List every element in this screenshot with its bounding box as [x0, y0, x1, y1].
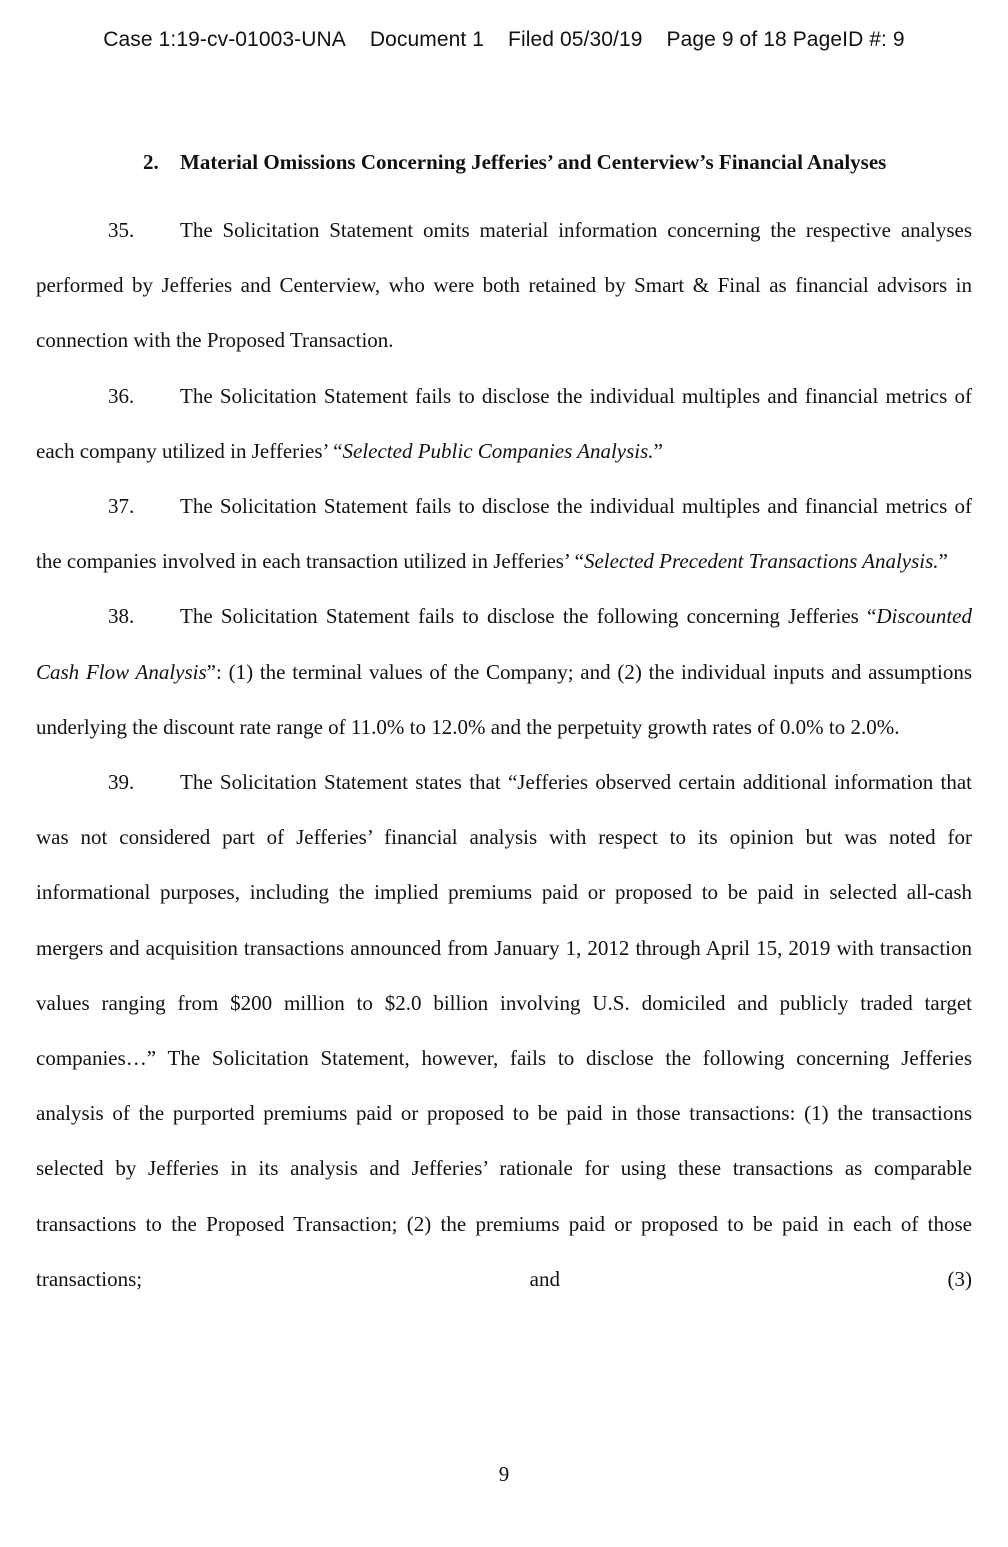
section-heading	[143, 148, 972, 176]
paragraph-text-end: ”	[653, 438, 663, 463]
paragraph-number: 39.	[108, 770, 135, 795]
section-number: 2.	[143, 150, 159, 174]
paragraph-text-end: ”: (1) the terminal values of the Company; and (2) the individual inputs and assumptions underlying the discount rate range of 11.0% to 12.0% and the perpetuity growth rates of 0.0% to 2.0%.	[36, 659, 972, 739]
document-number: Document 1	[369, 28, 485, 51]
paragraph-number: 37.	[108, 494, 135, 519]
paragraph-text: The Solicitation Statement states that “Jefferies observed certain additional information that was not considered part of Jefferies’ financial analysis with respect to its opinion but was noted for informational purposes, including the implied premiums paid or proposed to be paid in selected all-cash mergers and acquisition transactions announced from January 1, 2012 through April 15, 2019 with transaction values ranging from $200 million to $2.0 billion involving U.S. domiciled and publicly traded target companies…” The Solicitation Statement, however, fails to disclose the following concerning Jefferies analysis of the purported premiums paid or proposed to be paid in those transactions: (1) the transactions selected by Jefferies in its analysis and Jefferies’ rationale for using these transactions as comparable transactions to the Proposed Transaction; (2) the premiums paid or proposed to be paid in each of those transactions; and (3)	[36, 770, 972, 1291]
filed-date: Filed 05/30/19	[508, 28, 643, 51]
paragraph-number: 38.	[108, 604, 135, 629]
document-body	[36, 148, 972, 1307]
paragraph-text: The Solicitation Statement fails to disclose the individual multiples and financial metrics of the companies involved in each transaction utilized in Jefferies’ “	[36, 494, 972, 574]
paragraph-italic-text: Discounted Cash Flow Analysis	[36, 604, 972, 684]
paragraph-35	[36, 203, 972, 369]
paragraph-38	[36, 589, 972, 755]
page-id: Page 9 of 18 PageID #: 9	[666, 28, 905, 51]
paragraph-text-end: ”	[938, 549, 948, 574]
page-number: 9	[498, 1462, 510, 1486]
paragraph-37	[36, 479, 972, 589]
paragraph-number: 35.	[108, 218, 135, 242]
paragraph-italic-text: Selected Precedent Transactions Analysis.	[583, 549, 939, 574]
paragraph-39	[36, 755, 972, 1307]
paragraph-text: The Solicitation Statement omits material information concerning the respective analyses performed by Jefferies and Centerview, who were both retained by Smart & Final as financial advisors in connection with the Proposed Transaction.	[36, 218, 972, 353]
paragraph-text: The Solicitation Statement fails to disclose the following concerning Jefferies “	[180, 604, 877, 629]
paragraph-text: The Solicitation Statement fails to disclose the individual multiples and financial metrics of each company utilized in Jefferies’ “	[36, 383, 972, 463]
case-number: Case 1:19-cv-01003-UNA	[103, 28, 346, 51]
case-header	[0, 28, 1008, 52]
paragraph-36	[36, 369, 972, 479]
paragraph-number: 36.	[108, 383, 135, 408]
section-title: Material Omissions Concerning Jefferies’ and Centerview’s Financial Analyses	[180, 150, 887, 174]
paragraph-italic-text: Selected Public Companies Analysis.	[342, 438, 654, 463]
